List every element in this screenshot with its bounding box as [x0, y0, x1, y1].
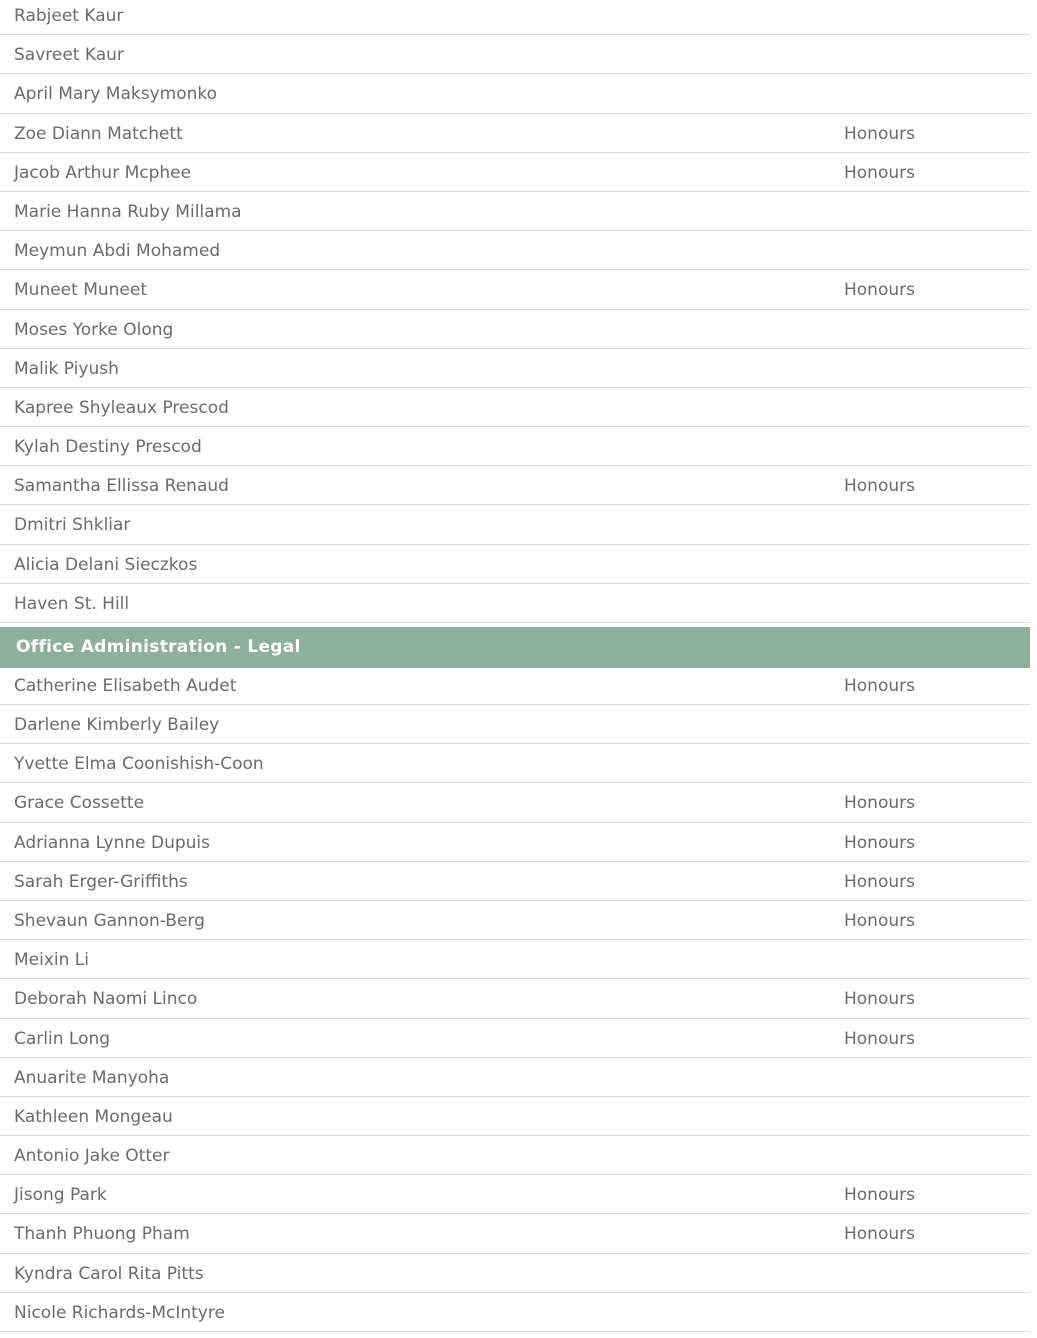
graduate-name: Grace Cossette — [14, 793, 145, 814]
graduate-name: Antonio Jake Otter — [14, 1146, 170, 1167]
table-row — [0, 1097, 1030, 1136]
honours-label: Honours — [844, 280, 915, 301]
graduate-name: Thanh Phuong Pham — [14, 1224, 190, 1245]
table-row — [0, 545, 1030, 584]
honours-label: Honours — [844, 162, 915, 183]
table-row — [0, 349, 1030, 388]
table-row — [0, 192, 1030, 231]
table-row — [0, 744, 1030, 783]
table-row — [0, 231, 1030, 270]
graduate-name: Adrianna Lynne Dupuis — [14, 832, 211, 853]
table-row — [0, 388, 1030, 427]
honours-label: Honours — [844, 989, 915, 1010]
graduate-name: Nicole Richards-McIntyre — [14, 1302, 225, 1323]
honours-label: Honours — [844, 1224, 915, 1245]
honours-label: Honours — [844, 676, 915, 696]
table-row — [0, 427, 1030, 466]
graduate-name: Meymun Abdi Mohamed — [14, 241, 221, 262]
table-row — [0, 940, 1030, 979]
table-row — [0, 862, 1030, 901]
graduate-name: Kylah Destiny Prescod — [14, 437, 202, 458]
table-row — [0, 584, 1030, 623]
table-row — [0, 1175, 1030, 1214]
table-row — [0, 153, 1030, 192]
graduate-name: Dmitri Shkliar — [14, 515, 131, 536]
graduate-name: Kapree Shyleaux Prescod — [14, 397, 229, 418]
table-row — [0, 0, 1030, 35]
graduate-name: Kyndra Carol Rita Pitts — [14, 1263, 204, 1284]
graduate-name: Malik Piyush — [14, 358, 119, 379]
graduate-group — [0, 668, 1037, 1332]
graduate-name: Rabjeet Kaur — [14, 6, 124, 26]
table-row — [0, 505, 1030, 544]
graduate-name: Deborah Naomi Linco — [14, 989, 198, 1010]
table-row — [0, 310, 1030, 349]
honours-label: Honours — [844, 910, 915, 931]
table-row — [0, 114, 1030, 153]
table-row — [0, 1136, 1030, 1175]
honours-label: Honours — [844, 832, 915, 853]
graduate-name: Haven St. Hill — [14, 593, 130, 614]
graduate-name: April Mary Maksymonko — [14, 84, 218, 105]
honours-label: Honours — [844, 793, 915, 814]
table-row — [0, 1058, 1030, 1097]
graduate-name: Kathleen Mongeau — [14, 1106, 173, 1127]
graduate-name: Savreet Kaur — [14, 45, 124, 66]
table-row — [0, 1293, 1030, 1332]
graduate-name: Shevaun Gannon-Berg — [14, 910, 205, 931]
graduate-name: Zoe Diann Matchett — [14, 123, 183, 144]
graduate-name: Catherine Elisabeth Audet — [14, 676, 237, 696]
honours-label: Honours — [844, 1185, 915, 1206]
section-title: Office Administration - Legal — [16, 637, 301, 657]
table-row — [0, 35, 1030, 74]
graduate-name: Meixin Li — [14, 950, 90, 971]
table-row — [0, 270, 1030, 309]
graduate-name: Yvette Elma Coonishish-Coon — [14, 754, 264, 775]
honours-label: Honours — [844, 1028, 915, 1049]
honours-label: Honours — [844, 871, 915, 892]
table-row — [0, 466, 1030, 505]
graduate-name: Alicia Delani Sieczkos — [14, 554, 198, 575]
graduate-name: Darlene Kimberly Bailey — [14, 715, 220, 735]
graduate-name: Sarah Erger-Griffiths — [14, 871, 188, 892]
graduate-group — [0, 0, 1037, 623]
table-row — [0, 74, 1030, 113]
table-row — [0, 1254, 1030, 1293]
section-header — [0, 627, 1030, 668]
table-row — [0, 668, 1030, 705]
table-row — [0, 783, 1030, 822]
table-row — [0, 1214, 1030, 1253]
table-row — [0, 901, 1030, 940]
honours-label: Honours — [844, 476, 915, 497]
graduate-name: Muneet Muneet — [14, 280, 148, 301]
table-row — [0, 705, 1030, 744]
graduate-name: Marie Hanna Ruby Millama — [14, 201, 242, 222]
table-row — [0, 1019, 1030, 1058]
graduate-name: Anuarite Manyoha — [14, 1067, 170, 1088]
graduate-name: Jacob Arthur Mcphee — [14, 162, 192, 183]
table-row — [0, 979, 1030, 1018]
graduate-name: Carlin Long — [14, 1028, 111, 1049]
graduate-name: Samantha Ellissa Renaud — [14, 476, 229, 497]
table-row — [0, 823, 1030, 862]
graduate-name: Moses Yorke Olong — [14, 319, 174, 340]
honours-label: Honours — [844, 123, 915, 144]
graduate-name: Jisong Park — [14, 1185, 107, 1206]
